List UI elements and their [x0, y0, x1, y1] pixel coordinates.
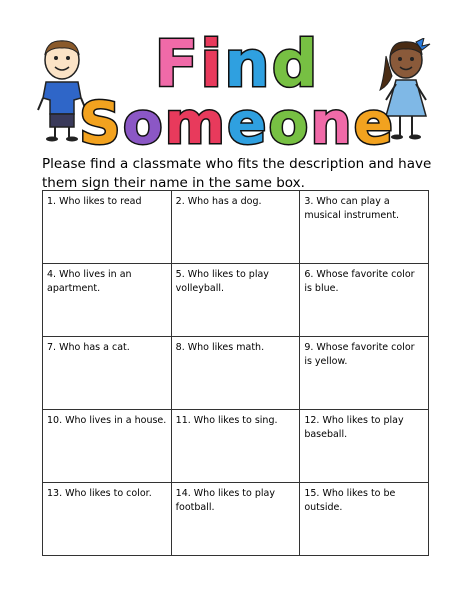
title-letter: e — [353, 89, 395, 157]
grid-cell[interactable]: 15. Who likes to be outside. — [300, 483, 429, 556]
grid-row — [43, 337, 429, 410]
grid-cell[interactable]: 2. Who has a dog. — [171, 191, 300, 264]
grid-cell[interactable]: 6. Whose favorite color is blue. — [300, 264, 429, 337]
title-letter: F — [154, 28, 201, 102]
title-letter: m — [164, 89, 228, 157]
grid-cell[interactable]: 4. Who lives in an apartment. — [43, 264, 172, 337]
grid-cell[interactable]: 8. Who likes math. — [171, 337, 300, 410]
bingo-grid — [42, 190, 429, 556]
grid-row — [43, 264, 429, 337]
instructions-text: Please find a classmate who fits the description and have them sign their name in the same box. — [42, 156, 432, 191]
grid-cell[interactable]: 14. Who likes to play football. — [171, 483, 300, 556]
title-letter: n — [310, 89, 354, 157]
title-letter: d — [271, 28, 320, 102]
grid-row — [43, 191, 429, 264]
grid-cell[interactable]: 9. Whose favorite color is yellow. — [300, 337, 429, 410]
title-letter: o — [122, 89, 165, 157]
grid-cell[interactable]: 12. Who likes to play baseball. — [300, 410, 429, 483]
title-letter: o — [268, 89, 311, 157]
grid-cell[interactable]: 1. Who likes to read — [43, 191, 172, 264]
grid-cell[interactable]: 11. Who likes to sing. — [171, 410, 300, 483]
grid-cell[interactable]: 10. Who lives in a house. — [43, 410, 172, 483]
title-letter: e — [227, 89, 269, 157]
grid-row — [43, 483, 429, 556]
title-letter: n — [224, 28, 272, 102]
title-letter: i — [200, 28, 225, 102]
grid-cell[interactable]: 5. Who likes to play volleyball. — [171, 264, 300, 337]
grid-cell[interactable]: 13. Who likes to color. — [43, 483, 172, 556]
title-line-2 — [0, 89, 474, 157]
title-letter: S — [79, 89, 123, 157]
grid-row — [43, 410, 429, 483]
grid-cell[interactable]: 3. Who can play a musical instrument. — [300, 191, 429, 264]
grid-cell[interactable]: 7. Who has a cat. — [43, 337, 172, 410]
